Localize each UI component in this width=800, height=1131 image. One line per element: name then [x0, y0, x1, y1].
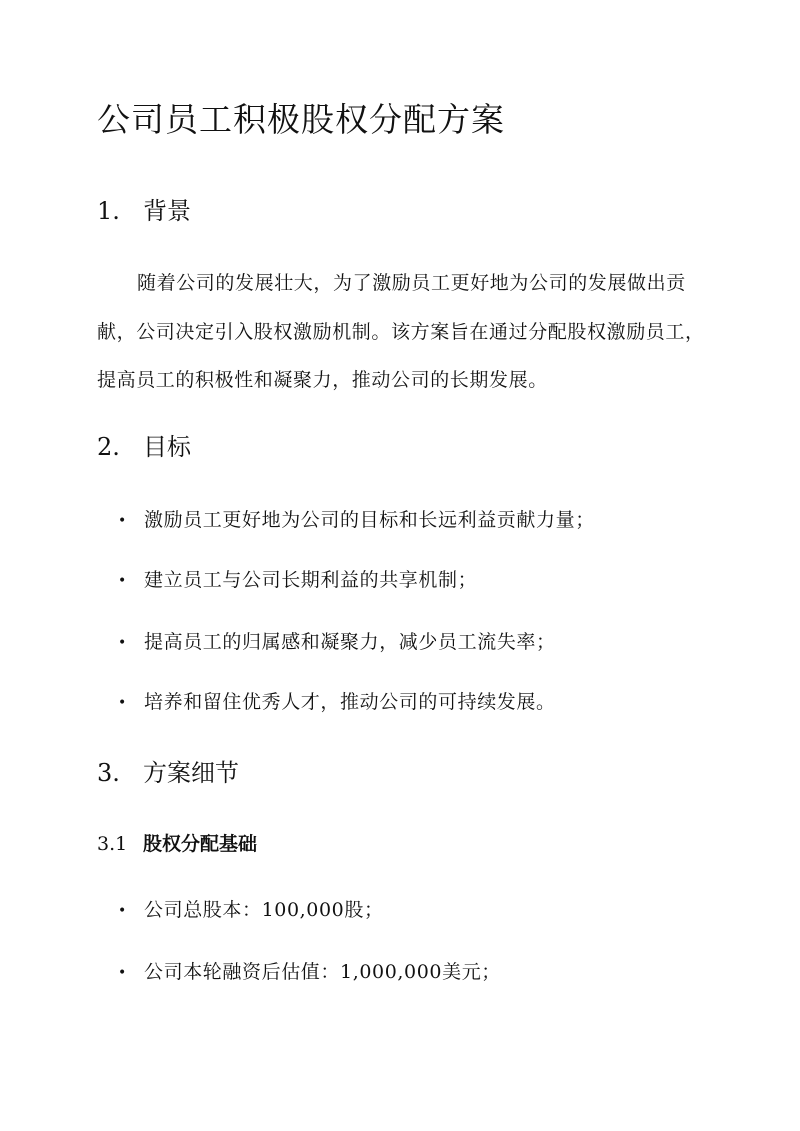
subsection-heading-equity-basis — [97, 829, 257, 859]
list-item — [118, 565, 477, 596]
list-item — [118, 627, 556, 658]
section-title: 背景 — [143, 197, 191, 225]
list-item-text: 提高员工的归属感和凝聚力，减少员工流失率； — [144, 631, 556, 653]
list-item — [118, 505, 595, 536]
subsection-title: 股权分配基础 — [143, 833, 258, 855]
bullet-icon: • — [118, 573, 127, 589]
section-heading-plan-details — [97, 755, 239, 791]
list-item-text: 培养和留住优秀人才，推动公司的可持续发展。 — [144, 691, 556, 713]
background-paragraph — [97, 259, 707, 405]
bullet-icon: • — [118, 903, 127, 919]
subsection-number: 3.1 — [97, 833, 128, 855]
paragraph-text: 随着公司的发展壮大，为了激励员工更好地为公司的发展做出贡献，公司决定引入股权激励机制。该方案旨在通过分配股权激励员工，提高员工的积极性和凝聚力，推动公司的长期发展。 — [97, 272, 705, 391]
section-number: 1. — [97, 197, 120, 225]
list-item — [118, 895, 384, 926]
section-heading-background — [97, 193, 191, 229]
bullet-icon: • — [118, 513, 127, 529]
document-title: 公司员工积极股权分配方案 — [97, 100, 505, 139]
bullet-icon: • — [118, 695, 127, 711]
bullet-icon: • — [118, 965, 127, 981]
list-item-text: 公司本轮融资后估值：1,000,000美元； — [144, 961, 501, 983]
section-number: 3. — [97, 759, 120, 787]
list-item-text: 公司总股本：100,000股； — [144, 899, 384, 921]
list-item — [118, 687, 556, 718]
section-number: 2. — [97, 433, 120, 461]
section-title: 目标 — [143, 433, 191, 461]
list-item-text: 激励员工更好地为公司的目标和长远利益贡献力量； — [144, 509, 595, 531]
section-heading-goals — [97, 429, 191, 465]
bullet-icon: • — [118, 635, 127, 651]
list-item-text: 建立员工与公司长期利益的共享机制； — [144, 569, 478, 591]
section-title: 方案细节 — [143, 759, 239, 787]
list-item — [118, 957, 501, 988]
